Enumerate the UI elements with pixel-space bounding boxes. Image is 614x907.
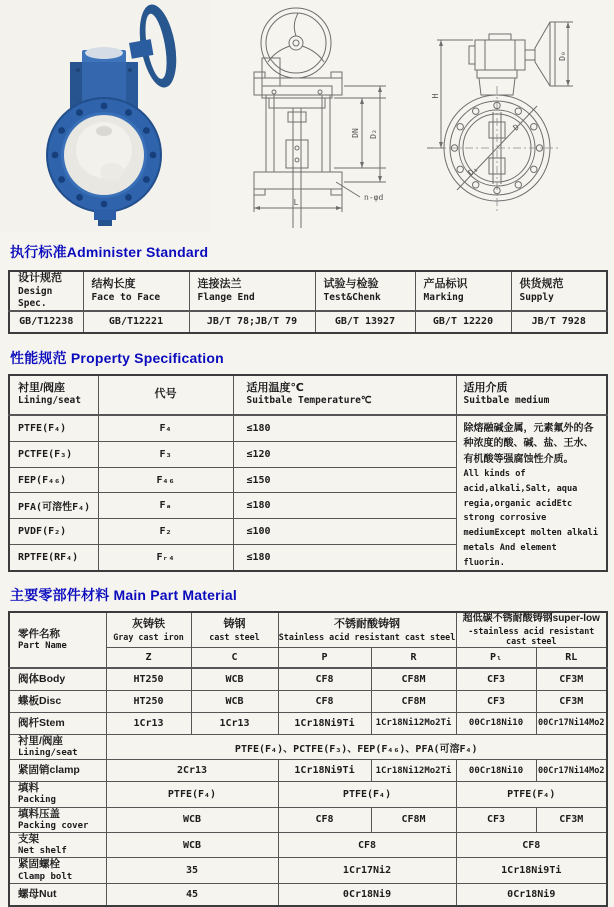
material-value: WCB — [191, 690, 278, 712]
table-row — [9, 883, 607, 906]
section-heading-material: 主要零部件材料 Main Part Material — [10, 587, 237, 604]
standards-value: JB/T 7928 — [511, 311, 607, 333]
lining-name: PTFE(F₄) — [9, 415, 98, 442]
lining-temperature: ≤150 — [233, 467, 456, 493]
part-name-en: Packing — [18, 795, 56, 806]
material-value: 1Cr18Ni12Mo2Ti — [371, 760, 456, 782]
material-value: 0Cr18Ni9 — [456, 883, 607, 906]
section-heading-standards: 执行标准Administer Standard — [10, 244, 209, 260]
medium-text-zh: 除熔融碱金属，元素氟外的各种浓度的酸、碱、盐、王水、有机酸等强腐蚀性介质。 — [463, 422, 594, 465]
table-row — [9, 734, 607, 759]
table-row — [9, 833, 607, 858]
material-value: CF8 — [278, 807, 371, 832]
part-name-en: Net shelf — [18, 846, 67, 857]
part-name: 阀体Body — [18, 672, 66, 685]
valve-section-drawing — [214, 0, 414, 232]
material-value: 00Cr17Ni14Mo2 — [536, 760, 607, 782]
lining-code: F₂ — [98, 519, 233, 545]
part-name-en: Clamp bolt — [18, 871, 73, 882]
material-header-gray-cast-iron: 灰铸铁 Gray cast iron — [106, 612, 191, 647]
lining-temperature: ≤120 — [233, 441, 456, 467]
lining-name: FEP(F₄₆) — [9, 467, 98, 493]
material-value: 1Cr13 — [191, 712, 278, 734]
lining-name: PCTFE(F₃) — [9, 441, 98, 467]
material-value: 1Cr18Ni9Ti — [278, 760, 371, 782]
material-value: WCB — [106, 833, 278, 858]
material-value: PTFE(F₄) — [456, 782, 607, 807]
material-value: CF8 — [278, 668, 371, 691]
lining-temperature: ≤180 — [233, 545, 456, 572]
material-header-stainless: 不锈耐酸铸钢 Stainless acid resistant cast steel — [278, 612, 456, 647]
suitable-medium-cell — [456, 415, 607, 572]
material-value: 00Cr18Ni10 — [456, 712, 536, 734]
material-code: P — [278, 647, 371, 668]
lining-temperature: ≤100 — [233, 519, 456, 545]
material-value: 0Cr18Ni9 — [278, 883, 456, 906]
lining-name: PVDF(F₂) — [9, 519, 98, 545]
material-value: 2Cr13 — [106, 760, 278, 782]
table-row — [9, 712, 607, 734]
part-name: 紧固销clamp — [18, 764, 80, 777]
material-value: CF8M — [371, 690, 456, 712]
property-header-medium: 适用介质 Suitbale medium — [456, 375, 607, 415]
dim-label-d2: D₂ — [369, 129, 379, 139]
material-value: CF8M — [371, 807, 456, 832]
lining-code: F₄₆ — [98, 467, 233, 493]
material-value: 00Cr17Ni14Mo2 — [536, 712, 607, 734]
valve-front-drawing — [419, 0, 614, 232]
standards-col-header: 试验与检验 Test&Chenk — [315, 271, 415, 311]
material-value: 00Cr18Ni10 — [456, 760, 536, 782]
dim-label-d: D — [511, 122, 521, 133]
section-heading-property: 性能规范 Property Specification — [10, 349, 224, 366]
valve-flange — [47, 98, 161, 212]
standards-value: GB/T 12220 — [415, 311, 511, 333]
material-value: PTFE(F₄) — [278, 782, 456, 807]
material-value: HT250 — [106, 668, 191, 691]
part-name: 阀杆Stem — [18, 716, 65, 729]
part-name: 蝶板Disc — [18, 694, 62, 707]
part-name: 螺母Nut — [18, 887, 57, 900]
table-row — [9, 690, 607, 712]
material-value: PTFE(F₄)、PCTFE(F₃)、FEP(F₄₆)、PFA(可溶F₄) — [106, 734, 607, 759]
material-value: CF3 — [456, 690, 536, 712]
standards-col-header: 结构长度 Face to Face — [83, 271, 189, 311]
material-value: 1Cr13 — [106, 712, 191, 734]
material-value: CF8 — [278, 833, 456, 858]
standards-col-header: 设计规范 Design Spec. — [9, 271, 83, 311]
property-table — [8, 374, 608, 573]
part-name-en: Packing cover — [18, 820, 89, 831]
material-value: 1Cr18Ni12Mo2Ti — [371, 712, 456, 734]
table-row — [9, 760, 607, 782]
material-value: 45 — [106, 883, 278, 906]
standards-col-header: 供货规范 Supply — [511, 271, 607, 311]
part-name: 支架 — [18, 833, 39, 846]
material-value: 35 — [106, 858, 278, 883]
lining-name: PFA(可溶性F₄) — [9, 493, 98, 519]
table-row — [9, 858, 607, 883]
material-header-part-name: 零件名称 Part Name — [9, 612, 106, 668]
lining-code: F₄ — [98, 415, 233, 442]
medium-text-en: All kinds of acid,alkali,Salt, aqua regia,organic acidEtc strong corrosive mediumExcept molten alkali metals And element fluorin. — [463, 469, 599, 568]
material-value: PTFE(F₄) — [106, 782, 278, 807]
material-code: C — [191, 647, 278, 668]
material-header-super-low: 超低碳不锈耐酸铸钢super-low -stainless acid resistant cast steel — [456, 612, 607, 647]
material-table — [8, 611, 608, 906]
material-header-cast-steel: 铸钢 cast steel — [191, 612, 278, 647]
dim-label-h: H — [430, 93, 440, 99]
material-value: WCB — [191, 668, 278, 691]
standards-col-header: 产品标识 Marking — [415, 271, 511, 311]
material-code: Pₗ — [456, 647, 536, 668]
material-value: CF3M — [536, 690, 607, 712]
standards-value: JB/T 78;JB/T 79 — [189, 311, 315, 333]
standards-value: GB/T 13927 — [315, 311, 415, 333]
lining-code: F₃ — [98, 441, 233, 467]
dim-label-dn: DN — [351, 128, 361, 138]
part-name: 填料压盖 — [18, 807, 60, 820]
material-value: CF8M — [371, 668, 456, 691]
lining-name: RPTFE(RF₄) — [9, 545, 98, 572]
table-row — [9, 668, 607, 691]
material-value: CF3 — [456, 807, 536, 832]
dim-label-l: L — [294, 198, 299, 207]
material-value: CF3 — [456, 668, 536, 691]
part-name-en: Lining/seat — [18, 748, 78, 759]
property-header-code: 代号 — [98, 375, 233, 415]
material-value: CF8 — [456, 833, 607, 858]
part-name: 填料 — [18, 782, 39, 795]
part-name: 衬里/阀座 — [18, 734, 63, 747]
material-code: R — [371, 647, 456, 668]
material-value: WCB — [106, 807, 278, 832]
material-value: CF3M — [536, 668, 607, 691]
property-header-lining: 衬里/阀座 Lining/seat — [9, 375, 98, 415]
standards-table — [8, 270, 608, 334]
valve-photo — [0, 0, 210, 232]
material-value: 1Cr18Ni9Ti — [456, 858, 607, 883]
material-value: 1Cr18Ni9Ti — [278, 712, 371, 734]
dim-label-d1: D₁ — [466, 164, 480, 178]
lining-temperature: ≤180 — [233, 415, 456, 442]
lining-code: Fᵣ₄ — [98, 545, 233, 572]
material-code: RL — [536, 647, 607, 668]
lining-temperature: ≤180 — [233, 493, 456, 519]
standards-col-header: 连接法兰 Flange End — [189, 271, 315, 311]
material-code: Z — [106, 647, 191, 668]
lining-code: Fₐ — [98, 493, 233, 519]
material-value: CF3M — [536, 807, 607, 832]
standards-value: GB/T12221 — [83, 311, 189, 333]
dim-label-n-phi-d: n-φd — [364, 193, 384, 202]
part-name: 紧固螺栓 — [18, 858, 60, 871]
property-header-temperature: 适用温度℃ Suitbale Temperature℃ — [233, 375, 456, 415]
valve-drawings-row — [0, 0, 614, 232]
dim-label-d0: D₀ — [557, 51, 567, 61]
standards-value: GB/T12238 — [9, 311, 83, 333]
material-value: 1Cr17Ni2 — [278, 858, 456, 883]
table-row — [9, 782, 607, 807]
material-value: HT250 — [106, 690, 191, 712]
material-value: CF8 — [278, 690, 371, 712]
